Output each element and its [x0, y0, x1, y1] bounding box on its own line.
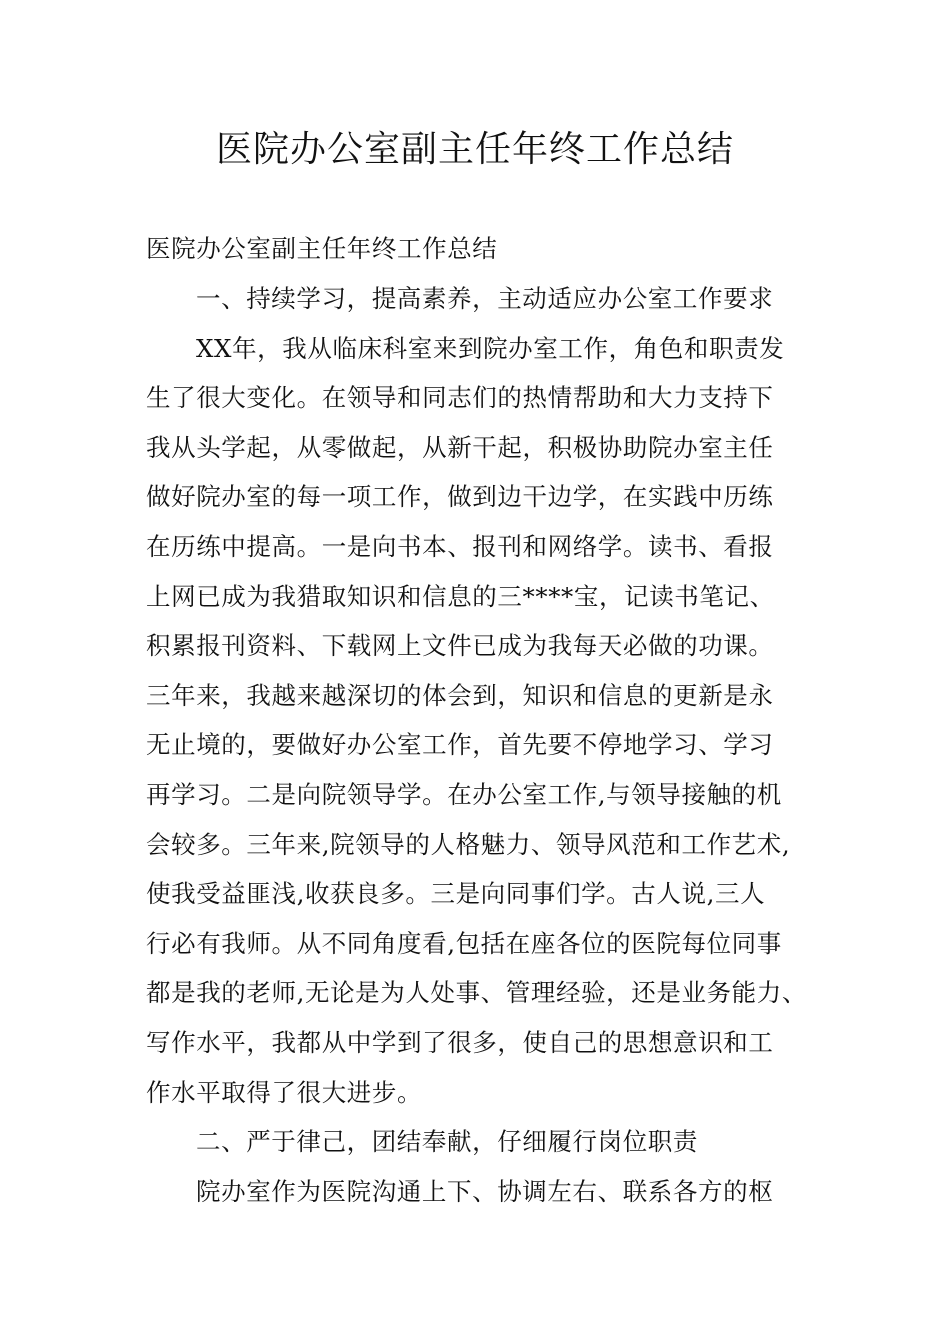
paragraph-line: 行必有我师。从不同角度看,包括在座各位的医院每位同事 — [146, 929, 782, 958]
paragraph-line: 做好院办室的每一项工作，做到边干边学，在实践中历练 — [146, 482, 774, 511]
paragraph-line: 生了很大变化。在领导和同志们的热情帮助和大力支持下 — [146, 383, 774, 412]
paragraph-line: 在历练中提高。一是向书本、报刊和网络学。读书、看报 — [146, 532, 774, 561]
paragraph-line: 写作水平，我都从中学到了很多，使自己的思想意识和工 — [146, 1028, 774, 1057]
section-heading-1: 一、持续学习，提高素养，主动适应办公室工作要求 — [196, 284, 774, 313]
paragraph-line: 都是我的老师,无论是为人处事、管理经验，还是业务能力、 — [146, 978, 807, 1007]
section-heading-2: 二、严于律己，团结奉献，仔细履行岗位职责 — [196, 1127, 698, 1156]
paragraph-line: 三年来，我越来越深切的体会到，知识和信息的更新是永 — [146, 681, 774, 710]
paragraph-line: 我从头学起，从零做起，从新干起，积极协助院办室主任 — [146, 433, 774, 462]
document-title: 医院办公室副主任年终工作总结 — [215, 129, 734, 170]
paragraph-line: 作水平取得了很大进步。 — [146, 1078, 423, 1107]
paragraph-line: 会较多。三年来,院领导的人格魅力、领导风范和工作艺术, — [146, 830, 791, 859]
paragraph-line: 再学习。二是向院领导学。在办公室工作,与领导接触的机 — [146, 780, 782, 809]
paragraph-line: 使我受益匪浅,收获良多。三是向同事们学。古人说,三人 — [146, 879, 766, 908]
paragraph-line: XX年，我从临床科室来到院办室工作，角色和职责发 — [196, 334, 785, 363]
paragraph-line: 积累报刊资料、下载网上文件已成为我每天必做的功课。 — [146, 631, 774, 660]
paragraph-line: 院办室作为医院沟通上下、协调左右、联系各方的枢 — [196, 1177, 774, 1206]
subtitle-line: 医院办公室副主任年终工作总结 — [146, 234, 498, 263]
paragraph-line: 无止境的，要做好办公室工作，首先要不停地学习、学习 — [146, 730, 774, 759]
paragraph-line: 上网已成为我猎取知识和信息的三****宝，记读书笔记、 — [146, 582, 775, 611]
